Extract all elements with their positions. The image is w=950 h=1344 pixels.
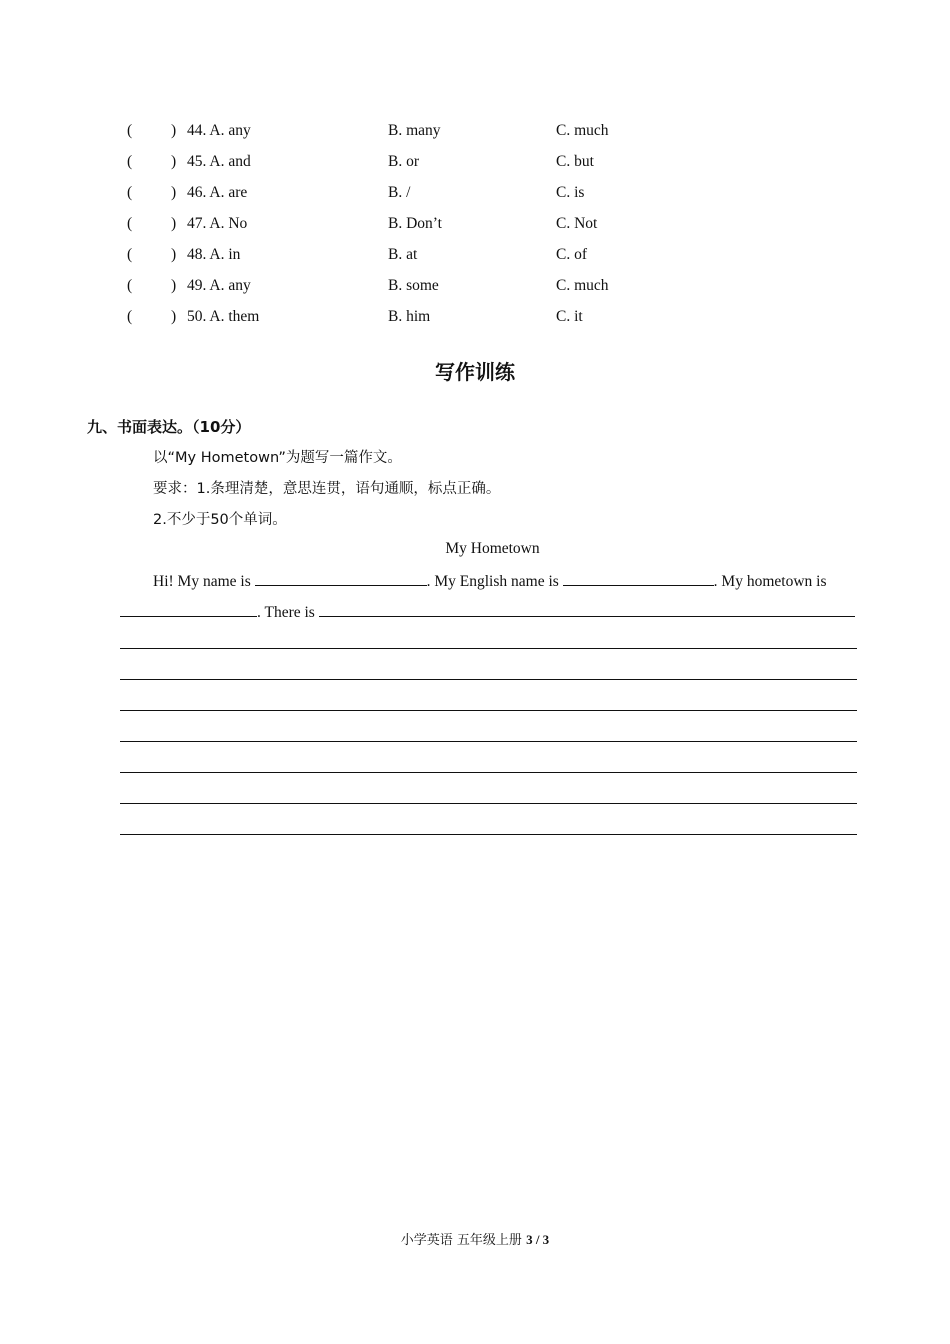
writing-line[interactable] [120,741,857,742]
option-c: C. of [556,246,587,263]
answer-paren-open: ( [127,153,133,170]
requirement-2: 2.不少于50个单词。 [153,512,287,528]
answer-paren-close: ) [171,308,177,325]
answer-paren-open: ( [127,215,133,232]
answer-paren-close: ) [171,122,177,139]
option-c: C. much [556,277,609,294]
hometown-blank[interactable] [120,602,257,617]
essay-text: Hi! My name is [153,573,255,590]
answer-paren-close: ) [171,215,177,232]
option-b: B. or [388,153,419,170]
page-footer [0,1229,950,1248]
option-c: C. but [556,153,594,170]
answer-paren-close: ) [171,184,177,201]
choice-row [0,120,950,142]
requirement-1: 要求：1.条理清楚，意思连贯，语句通顺，标点正确。 [153,481,501,497]
option-a: 50. A. them [187,308,260,325]
option-c: C. it [556,308,583,325]
writing-line[interactable] [120,710,857,711]
answer-paren-close: ) [171,153,177,170]
writing-line[interactable] [120,679,857,680]
option-c: C. much [556,122,609,139]
option-a: 46. A. are [187,184,248,201]
answer-paren-close: ) [171,277,177,294]
english-name-blank[interactable] [563,571,714,586]
answer-paren-open: ( [127,246,133,263]
option-b: B. Don’t [388,215,442,232]
choice-row [0,275,950,297]
essay-line-2 [120,602,855,622]
option-b: B. / [388,184,411,201]
footer-text: 小学英语 五年级上册 [400,1233,527,1248]
essay-title: My Hometown [445,540,540,557]
option-a: 48. A. in [187,246,241,263]
option-a: 45. A. and [187,153,251,170]
name-blank[interactable] [255,571,427,586]
option-c: C. Not [556,215,598,232]
option-b: B. some [388,277,439,294]
option-c: C. is [556,184,585,201]
section-title: 写作训练 [435,360,515,384]
choice-row [0,244,950,266]
essay-text: . There is [257,604,319,621]
writing-line[interactable] [120,648,857,649]
choice-row [0,213,950,235]
answer-paren-open: ( [127,308,133,325]
essay-line-1 [153,571,826,591]
writing-line[interactable] [120,803,857,804]
answer-paren-close: ) [171,246,177,263]
option-a: 44. A. any [187,122,251,139]
writing-line[interactable] [120,772,857,773]
option-b: B. many [388,122,441,139]
writing-blank[interactable] [319,602,855,617]
choice-row [0,151,950,173]
option-a: 49. A. any [187,277,251,294]
option-b: B. him [388,308,431,325]
question-heading: 九、书面表达。（10分） [87,418,251,436]
option-a: 47. A. No [187,215,248,232]
essay-text: . My hometown is [713,573,827,590]
choice-row [0,306,950,328]
answer-paren-open: ( [127,122,133,139]
writing-line[interactable] [120,834,857,835]
essay-text: . My English name is [426,573,563,590]
answer-paren-open: ( [127,184,133,201]
question-prompt: 以“My Hometown”为题写一篇作文。 [153,450,402,466]
choice-row [0,182,950,204]
page-number: 3 / 3 [526,1232,550,1247]
option-b: B. at [388,246,418,263]
answer-paren-open: ( [127,277,133,294]
